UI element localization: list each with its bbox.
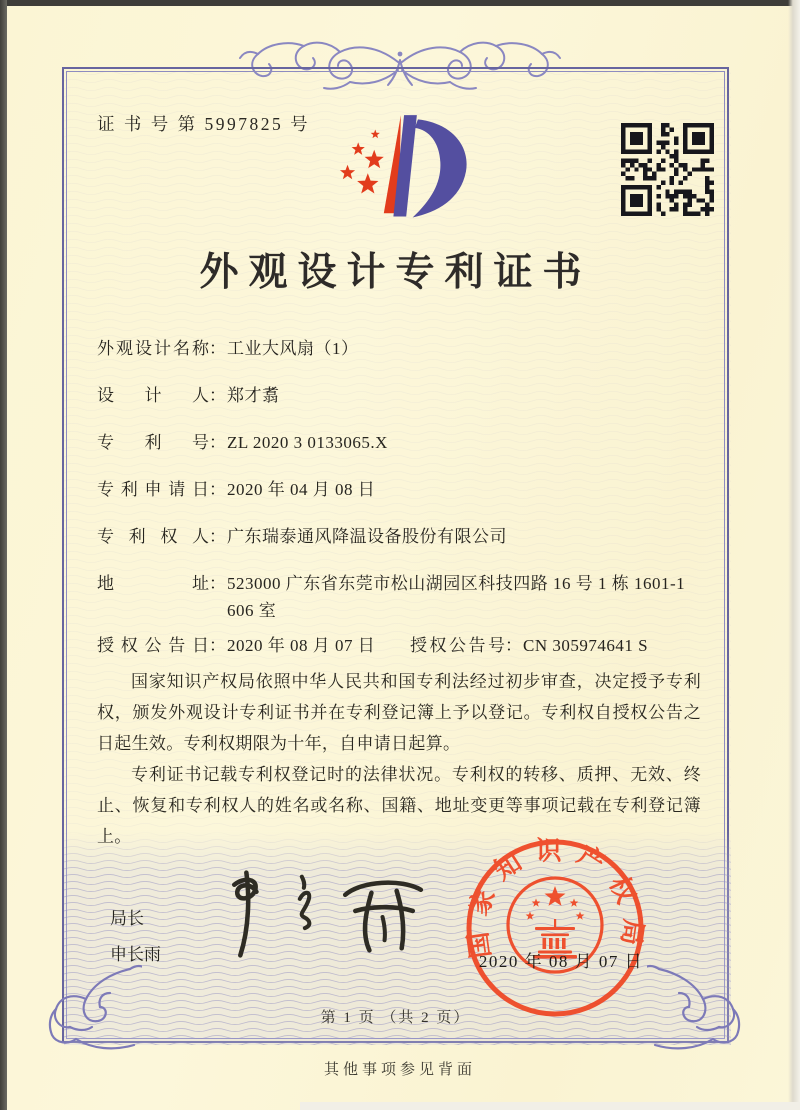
field-label: 专利权人 bbox=[97, 527, 209, 546]
field-label: 授权公告日 bbox=[97, 636, 209, 655]
field-label: 授权公告号 bbox=[410, 636, 505, 655]
scan-edge-bottom bbox=[300, 1102, 800, 1110]
cnipa-official-seal bbox=[462, 835, 648, 1021]
scan-edge-right bbox=[788, 0, 800, 1110]
seal-date: 2020 年 08 月 07 日 bbox=[478, 952, 644, 971]
field-value: 广东瑞泰通风降温设备股份有限公司 bbox=[227, 527, 507, 546]
certificate-title: 外观设计专利证书 bbox=[199, 251, 592, 294]
field-value: CN 305974641 S bbox=[523, 636, 649, 655]
field-value: ZL 2020 3 0133065.X bbox=[227, 433, 388, 452]
page-number: 第 1 页 （共 2 页） bbox=[320, 1010, 471, 1026]
commissioner-title: 局长 bbox=[110, 909, 144, 928]
field-list bbox=[97, 335, 701, 852]
field-row-address: 地址：523000 广东省东莞市松山湖园区科技四路 16 号 1 栋 1601-1 606 室 bbox=[97, 570, 701, 624]
field-value: 523000 广东省东莞市松山湖园区科技四路 16 号 1 栋 1601-1 bbox=[227, 574, 686, 593]
field-value-line2: 606 室 bbox=[227, 601, 277, 620]
field-row-design-name: 外观设计名称：工业大风扇（1） bbox=[97, 335, 701, 363]
field-value: 2020 年 08 月 07 日 bbox=[227, 636, 376, 655]
scan-edge-top bbox=[0, 0, 800, 6]
commissioner-name: 申长雨 bbox=[110, 945, 161, 964]
field-row-patent-no: 专利号：ZL 2020 3 0133065.X bbox=[97, 429, 701, 457]
field-label: 专利号 bbox=[97, 433, 209, 452]
field-row-filing-date: 专利申请日：2020 年 04 月 08 日 bbox=[97, 476, 701, 504]
field-grant-no: 授权公告号：CN 305974641 S bbox=[410, 632, 648, 660]
field-value: 工业大风扇（1） bbox=[227, 339, 359, 358]
scan-edge-left bbox=[0, 0, 7, 1110]
field-row-patentee: 专利权人：广东瑞泰通风降温设备股份有限公司 bbox=[97, 523, 701, 551]
field-value: 郑才翥 bbox=[227, 386, 280, 405]
field-row-grant: 授权公告日：2020 年 08 月 07 日 授权公告号：CN 305974641 S bbox=[97, 632, 701, 660]
qr-code bbox=[621, 123, 714, 216]
field-label: 设计人 bbox=[97, 386, 209, 405]
field-value: 2020 年 04 月 08 日 bbox=[227, 480, 376, 499]
field-label: 专利申请日 bbox=[97, 480, 209, 499]
field-row-designer: 设计人：郑才翥 bbox=[97, 382, 701, 410]
legal-text bbox=[97, 666, 701, 852]
see-back-note: 其他事项参见背面 bbox=[323, 1062, 476, 1078]
seal-ring-text: 国家知识产权局 bbox=[462, 836, 648, 961]
certificate-number: 证 书 号 第 5997825 号 bbox=[97, 114, 311, 134]
commissioner-signature bbox=[204, 867, 436, 963]
certificate-frame bbox=[62, 67, 729, 1043]
cnipa-logo-icon bbox=[336, 113, 486, 225]
field-label: 外观设计名称 bbox=[97, 339, 209, 358]
legal-paragraph-1: 国家知识产权局依照中华人民共和国专利法经过初步审查，决定授予专利权，颁发外观设计专利证书并在专利登记簿上予以登记。专利权自授权公告之日起生效。专利权期限为十年，自申请日起算。 bbox=[97, 672, 701, 753]
field-label: 地址 bbox=[97, 574, 209, 593]
legal-paragraph-2: 专利证书记载专利权登记时的法律状况。专利权的转移、质押、无效、终止、恢复和专利权人的姓名或名称、国籍、地址变更等事项记载在专利登记簿上。 bbox=[97, 765, 701, 846]
